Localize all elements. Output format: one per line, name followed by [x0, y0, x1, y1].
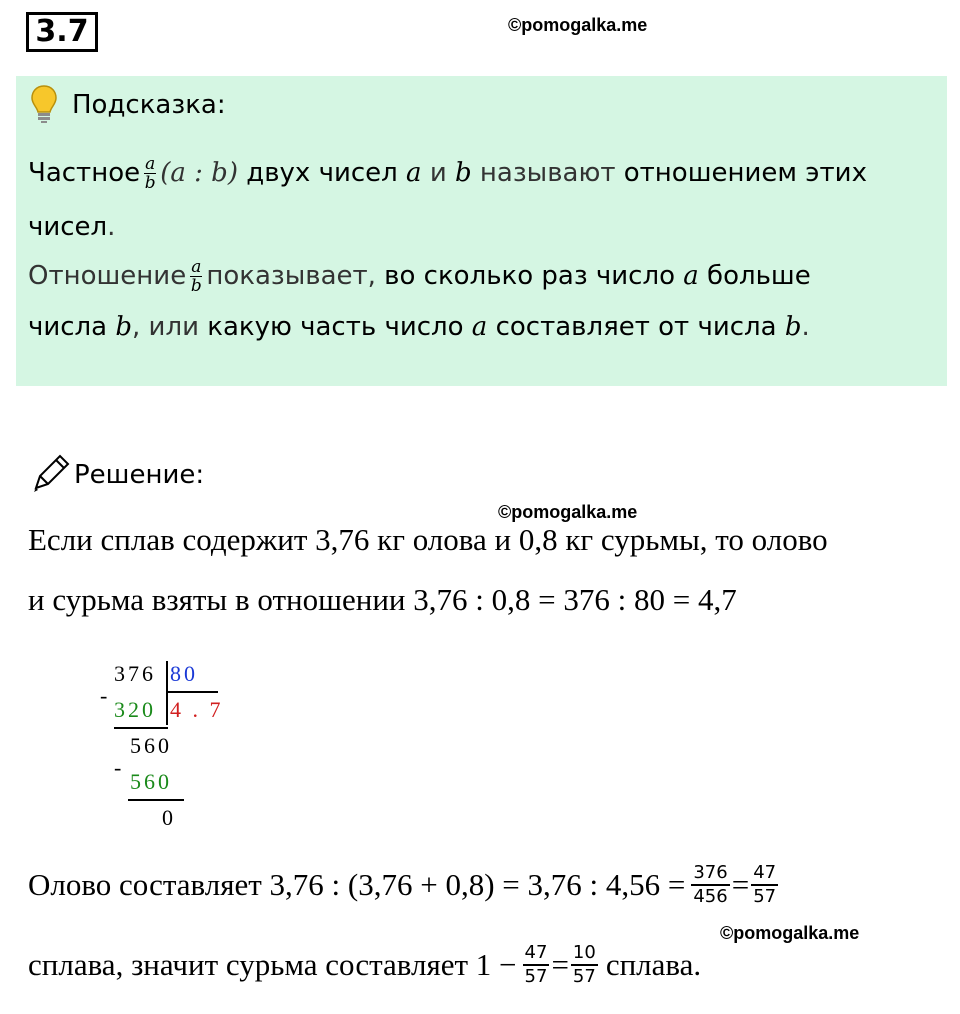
solution-text: сплава. — [605, 947, 702, 982]
watermark: ©pomogalka.me — [508, 15, 648, 35]
hint-text: какую часть число — [207, 312, 464, 342]
hint-title: Подсказка: — [72, 90, 226, 120]
long-division — [100, 655, 240, 835]
task-number: 3.7 — [26, 12, 98, 52]
hint-text: называют — [479, 158, 616, 188]
solution-line-3 — [28, 862, 780, 908]
solution-text: сплава, значит сурьма составляет 1 − — [28, 947, 517, 982]
hint-line-4: числа b, или какую часть число a составляет от числа b. — [28, 312, 810, 342]
hint-text: составляет от числа — [495, 312, 777, 342]
hint-line-1 — [28, 155, 867, 192]
solution-line-4 — [28, 942, 701, 988]
equals-sign: = — [551, 947, 569, 982]
var-a: a — [683, 261, 699, 291]
hint-text: Частное — [28, 158, 141, 188]
hint-text: двух чисел — [246, 158, 398, 188]
fraction-47-57: $\frac{47}{57}$ — [524, 942, 548, 987]
hint-text: числа — [28, 312, 108, 342]
var-a: a — [471, 312, 488, 342]
hint-line-2: чисел. — [28, 212, 116, 242]
solution-line-2: и сурьма взяты в отношении 3,76 : 0,8 = 376 : 80 = 4,7 — [28, 582, 737, 617]
quotient: 4 . 7 — [170, 697, 224, 722]
division-vertical-line — [166, 661, 168, 725]
var-b: b — [784, 312, 802, 342]
remainder-1: 560 — [130, 733, 172, 758]
equals-sign: = — [731, 867, 750, 902]
hint-text: отношением этих — [623, 158, 867, 188]
var-a: a — [406, 158, 422, 188]
hint-text: Отношение — [28, 261, 187, 291]
divisor: 80 — [170, 661, 198, 686]
minus-sign: - — [100, 683, 111, 708]
solution-title: Решение: — [74, 460, 205, 490]
hint-line-3 — [28, 258, 811, 295]
dividend: 376 — [114, 661, 156, 686]
underline-2 — [128, 799, 184, 801]
fraction-a-b: $\frac{a}{b}$ — [144, 154, 156, 193]
hint-text: больше — [707, 261, 811, 291]
solution-text: Олово составляет 3,76 : (3,76 + 0,8) = 3,76 : 4,56 = — [28, 867, 686, 902]
fraction-376-456: $\frac{376}{456}$ — [693, 862, 728, 907]
watermark: ©pomogalka.me — [720, 923, 860, 943]
watermark: ©pomogalka.me — [498, 502, 638, 522]
remainder-2: 0 — [162, 805, 176, 830]
fraction-10-57: $\frac{10}{57}$ — [572, 942, 596, 987]
division-horizontal-line — [166, 691, 218, 693]
hint-paren: (a : b) — [160, 158, 238, 188]
hint-text: и — [429, 158, 447, 188]
hint-text: чисел — [28, 212, 108, 242]
solution-line-1: Если сплав содержит 3,76 кг олова и 0,8 кг сурьмы, то олово — [28, 522, 828, 557]
fraction-47-57: $\frac{47}{57}$ — [753, 862, 777, 907]
subtrahend-1: 320 — [114, 697, 156, 722]
hint-text: во сколько раз число — [384, 261, 675, 291]
lightbulb-icon — [30, 84, 58, 128]
pencil-icon — [30, 452, 70, 498]
subtrahend-2: 560 — [130, 769, 172, 794]
fraction-a-b: $\frac{a}{b}$ — [190, 257, 202, 296]
hint-text: показывает, — [206, 261, 376, 291]
minus-sign: - — [114, 755, 125, 780]
var-b: b — [115, 312, 133, 342]
underline-1 — [114, 727, 168, 729]
var-b: b — [454, 158, 472, 188]
